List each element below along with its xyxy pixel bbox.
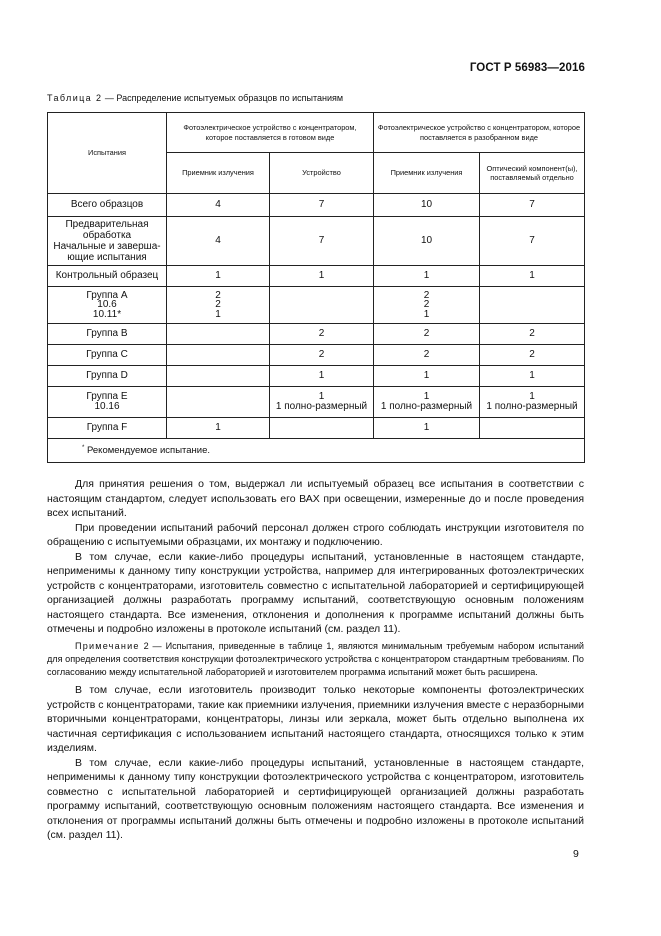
value-line: 1 полно-размерный	[486, 401, 578, 412]
body-text-top	[47, 477, 584, 843]
header-receiver-1: Приемник излучения	[167, 153, 270, 194]
value-cell	[270, 194, 374, 217]
value-cell	[270, 287, 374, 324]
test-name-line: Контрольный образец	[55, 270, 159, 282]
test-name-cell	[48, 287, 167, 324]
value-cell	[270, 366, 374, 387]
footnote-text: Рекомендуемое испытание.	[84, 445, 211, 456]
value-line: 1	[318, 391, 325, 403]
value-line: 7	[529, 199, 535, 211]
test-name-cell	[48, 194, 167, 217]
value-cell	[167, 287, 270, 324]
paragraph: При проведении испытаний рабочий персонал должен строго соблюдать инструкции изготовителя по обращению с испытуемыми образцами, их монтажу и подключению.	[47, 521, 584, 548]
note-body: 2 — Испытания, приведенные в таблице 1, являются минимальным требуемым набором испытаний для определения соответствия конструкции фотоэлектрического устройства с концентратором стандартным требованиям. По согласованию между испытательной лабораторией и изготовителем программа испытаний может быть расширена.	[47, 640, 584, 678]
value-line: 1 полно-размерный	[380, 401, 473, 412]
value-line: 4	[215, 199, 221, 211]
note-label: Примечание	[75, 640, 140, 651]
test-name-line: 10.11*	[92, 308, 122, 320]
test-name-line: Группа С	[86, 349, 128, 361]
test-name-line: Начальные и заверша-	[53, 241, 161, 252]
value-line: 1	[215, 422, 221, 434]
value-line: 2	[215, 299, 221, 311]
paragraph: В том случае, если изготовитель производит только некоторые компоненты фотоэлектрических устройств с концентраторами, такие как приемники излучения, приемники излучения вместе с неразборными вторичными концентраторами, концентраторы, линзы или зеркала, может быть отдельно выполнена их частичная сертификация с использованием испытаний настоящего стандарта, относящихся только к этим изделиям.	[47, 684, 584, 755]
table-footnote	[48, 439, 585, 463]
value-line: 1	[318, 270, 325, 282]
value-cell	[374, 366, 480, 387]
value-cell	[167, 194, 270, 217]
table-row	[48, 418, 585, 439]
table-row	[48, 217, 585, 266]
value-cell	[270, 217, 374, 266]
value-line: 1	[529, 391, 535, 403]
value-line: 2	[529, 328, 535, 340]
value-line: 1	[423, 370, 430, 382]
value-line: 1	[318, 370, 325, 382]
table-caption-text: — Распределение испытуемых образцов по испытаниям	[102, 93, 344, 103]
test-name-cell	[48, 345, 167, 366]
value-line: 7	[529, 235, 535, 247]
table-row	[48, 287, 585, 324]
value-cell	[374, 287, 480, 324]
table-caption	[47, 93, 343, 103]
value-cell	[480, 217, 585, 266]
document-code: ГОСТ Р 56983—2016	[469, 62, 585, 74]
header-tests: Испытания	[48, 113, 167, 194]
value-line: 1	[529, 270, 535, 282]
value-line: 2	[215, 289, 221, 301]
header-receiver-2: Приемник излучения	[374, 153, 480, 194]
value-line: 1	[423, 308, 430, 320]
value-cell	[270, 387, 374, 418]
test-name-line: Группа Е	[86, 391, 128, 403]
value-cell	[374, 324, 480, 345]
value-line: 1	[215, 308, 221, 320]
value-line: 2	[318, 328, 325, 340]
test-name-line: Группа А	[86, 289, 128, 301]
value-line: 4	[215, 235, 221, 247]
value-line: 1	[423, 270, 430, 282]
test-name-line: Предварительная	[65, 219, 149, 230]
paragraph: Для принятия решения о том, выдержал ли испытуемый образец все испытания в соответствии с настоящим стандартом, следует использовать его ВАХ при освещении, измеренные до и после проведения всех испытаний.	[47, 478, 584, 519]
footnote-row	[48, 439, 585, 463]
value-cell	[480, 266, 585, 287]
header-optical-component: Оптический компонент(ы), поставляемый отдельно	[480, 153, 585, 194]
value-line: 7	[318, 235, 325, 247]
value-cell	[374, 387, 480, 418]
footnote-mark: *	[82, 444, 85, 451]
value-cell	[480, 194, 585, 217]
table-row	[48, 324, 585, 345]
value-line: 10	[420, 235, 433, 247]
value-line: 1 полно-размерный	[275, 401, 368, 412]
value-cell	[374, 194, 480, 217]
value-line: 2	[318, 349, 325, 361]
value-cell	[167, 366, 270, 387]
value-cell	[480, 287, 585, 324]
paragraph: В том случае, если какие-либо процедуры испытаний, установленные в настоящем стандарте, неприменимы к данному типу конструкции устройства, например для интегрированных фотоэлектрических устройств с концентраторами, изготовитель совместно с испытательной лабораторией и сертифицирующей организацией должны разработать программу испытаний, соответствующую основным положениям настоящего стандарта. Все изменения, отклонения и дополнения к программе испытаний должны быть отмечены и подробно изложены в протоколе испытаний (см. раздел 11).	[47, 550, 584, 635]
value-line: 1	[529, 370, 535, 382]
value-line: 1	[423, 391, 430, 403]
value-line: 2	[529, 349, 535, 361]
note	[47, 640, 584, 680]
distribution-table	[47, 112, 585, 463]
header-device: Устройство	[270, 153, 374, 194]
value-line: 2	[423, 299, 430, 311]
value-cell	[374, 266, 480, 287]
value-line: 7	[318, 199, 325, 211]
test-name-cell	[48, 266, 167, 287]
test-name-line: Группа D	[86, 370, 128, 382]
test-name-line: Группа F	[86, 422, 128, 434]
test-name-line: 10.6	[97, 299, 117, 311]
value-cell	[480, 418, 585, 439]
value-cell	[167, 266, 270, 287]
table-row	[48, 366, 585, 387]
table-row	[48, 387, 585, 418]
value-cell	[270, 418, 374, 439]
test-name-cell	[48, 387, 167, 418]
value-cell	[167, 418, 270, 439]
header-group-assembled: Фотоэлектрическое устройство с концентратором, которое поставляется в готовом виде	[167, 113, 374, 153]
value-cell	[480, 345, 585, 366]
value-line: 2	[423, 289, 430, 301]
value-cell	[480, 387, 585, 418]
value-cell	[167, 217, 270, 266]
value-cell	[167, 324, 270, 345]
value-line: 10	[420, 199, 433, 211]
test-name-line: Группа В	[86, 328, 128, 340]
test-name-cell	[48, 324, 167, 345]
value-line: 2	[423, 349, 430, 361]
table-row	[48, 266, 585, 287]
value-cell	[167, 387, 270, 418]
value-cell	[270, 345, 374, 366]
table-caption-label: Таблица 2	[47, 93, 103, 103]
header-group-disassembled: Фотоэлектрическое устройство с концентратором, которое поставляется в разобранном виде	[374, 113, 585, 153]
test-name-line: ющие испытания	[67, 252, 147, 263]
value-cell	[374, 217, 480, 266]
test-name-line: обработка	[82, 230, 132, 241]
value-cell	[480, 324, 585, 345]
value-cell	[270, 324, 374, 345]
table-row	[48, 194, 585, 217]
value-line: 1	[423, 422, 430, 434]
paragraph: В том случае, если какие-либо процедуры испытаний, установленные в настоящем стандарте, неприменимы к данному типу конструкции фотоэлектрического устройства с концентратором, изготовитель совместно с испытательной лабораторией и сертифицирующей организацией должны разработать программу испытаний, соответствующую основным положениям настоящего стандарта. Все изменения и отклонения от программы испытаний должны быть отмечены и подробно изложены в протоколе испытаний (см. раздел 11).	[47, 756, 584, 842]
value-line: 1	[215, 270, 221, 282]
test-name-line: 10.16	[94, 401, 120, 412]
table-row	[48, 345, 585, 366]
value-cell	[374, 345, 480, 366]
value-cell	[480, 366, 585, 387]
test-name-cell	[48, 418, 167, 439]
test-name-line: Всего образцов	[70, 199, 144, 211]
page-number: 9	[573, 848, 579, 860]
test-name-cell	[48, 217, 167, 266]
value-cell	[374, 418, 480, 439]
value-cell	[270, 266, 374, 287]
value-cell	[167, 345, 270, 366]
value-line: 2	[423, 328, 430, 340]
test-name-cell	[48, 366, 167, 387]
